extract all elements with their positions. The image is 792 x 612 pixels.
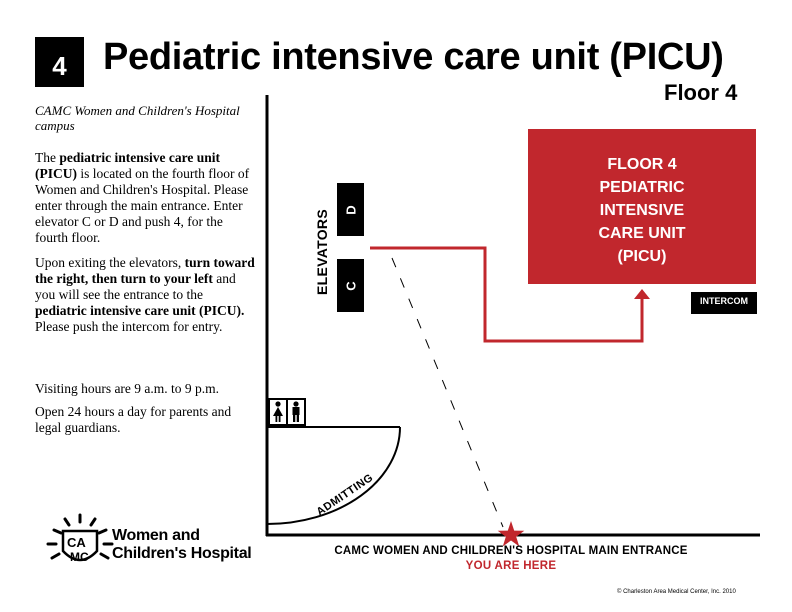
- elevators-label: ELEVATORS: [314, 209, 330, 295]
- admitting-label: ADMITTING: [314, 471, 376, 519]
- floor-label: Floor 4: [664, 80, 738, 105]
- restroom-icon: [268, 398, 306, 426]
- destination-line: FLOOR 4: [607, 156, 677, 173]
- picu-destination-box: [528, 129, 756, 284]
- parent-access-note: Open 24 hours a day for parents and legal guardians.: [35, 404, 232, 435]
- elevator-d: [337, 183, 364, 236]
- logo-text-line-2: Children's Hospital: [112, 545, 252, 562]
- svg-text:CA: CA: [67, 535, 86, 550]
- destination-line: INTENSIVE: [599, 202, 685, 219]
- elevator-c: [337, 259, 364, 312]
- section-number-badge: 4: [35, 37, 84, 87]
- destination-line: CARE UNIT: [598, 225, 686, 242]
- elevator-d-label: D: [343, 204, 358, 215]
- page-title: Pediatric intensive care unit (PICU): [103, 36, 724, 78]
- svg-text:MC: MC: [70, 550, 89, 564]
- main-entrance-label: CAMC WOMEN AND CHILDREN'S HOSPITAL MAIN ENTRANCE: [334, 545, 688, 557]
- route-arrowhead: [634, 289, 650, 299]
- destination-line: (PICU): [617, 248, 667, 265]
- turn-directions-paragraph: Upon exiting the elevators, turn toward the right, then turn to your left and you will see the entrance to the pediatric intensive care unit (PICU). Please push the intercom for entry.: [35, 255, 255, 334]
- intercom-label: INTERCOM: [691, 292, 757, 314]
- logo-text-line-1: Women and: [112, 527, 200, 544]
- copyright-notice: © Charleston Area Medical Center, Inc. 2010: [617, 589, 736, 595]
- you-are-here-label: YOU ARE HERE: [465, 560, 557, 572]
- campus-label: CAMC Women and Children's Hospital campus: [35, 103, 240, 133]
- men-icon: [288, 400, 304, 424]
- women-icon: [270, 400, 286, 424]
- directions-paragraph: The pediatric intensive care unit (PICU) is located on the fourth floor of Women and Children's Hospital. Please enter through the main entrance. Enter elevator C or D and push 4, for the fourth floor.: [35, 150, 250, 245]
- destination-line: PEDIATRIC: [599, 179, 685, 196]
- visiting-hours: Visiting hours are 9 a.m. to 9 p.m.: [35, 381, 220, 396]
- elevator-c-label: C: [343, 280, 358, 291]
